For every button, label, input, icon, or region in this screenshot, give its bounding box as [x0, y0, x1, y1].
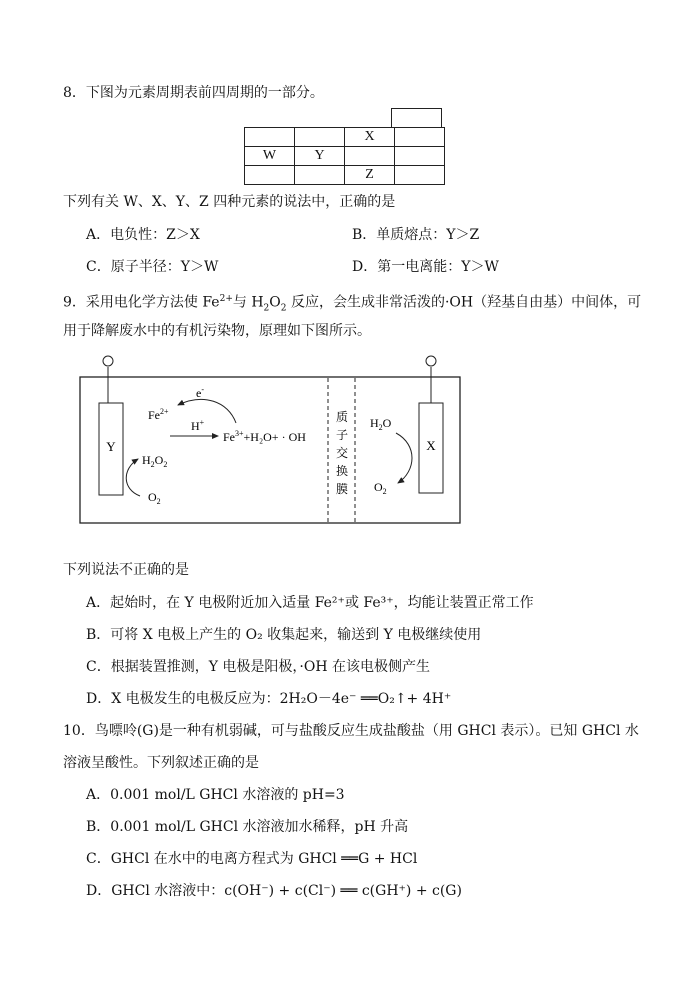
pt-cell — [395, 128, 445, 147]
o2-right-label: $O_2$ — [374, 480, 387, 496]
q10-option-d: D．GHCl 水溶液中：c(OH⁻) + c(Cl⁻) ══ c(GH⁺) + c(G) — [86, 883, 462, 899]
membrane-char: 交 — [335, 446, 349, 460]
pt-cell — [395, 147, 445, 166]
o2-left-label: $O_2$ — [148, 490, 161, 506]
q9-stem-part: 与 H — [232, 294, 264, 311]
q9-option-c: C．根据装置推测，Y 电极是阳极，·OH 在该电极侧产生 — [86, 659, 430, 675]
electrode-y-label: Y — [106, 439, 116, 454]
o2-to-h2o2-arrow — [126, 459, 140, 496]
q9-question: 下列说法不正确的是 — [63, 562, 189, 578]
q10-option-b: B．0.001 mol/L GHCl 水溶液加水稀释，pH 升高 — [86, 819, 409, 835]
periodic-table-top-cell — [391, 108, 442, 127]
pt-cell — [395, 166, 445, 185]
electrode-x-label: X — [426, 438, 436, 453]
electrolysis-diagram — [78, 353, 464, 529]
q9-stem-line2: 用于降解废水中的有机污染物，原理如下图所示。 — [63, 323, 371, 339]
left-terminal-icon — [103, 356, 113, 366]
pt-cell-x: X — [345, 128, 395, 147]
membrane-label — [336, 409, 348, 496]
cell-outline — [80, 377, 460, 523]
fe2-label: $Fe^{2+}$ — [148, 407, 169, 422]
membrane-char: 子 — [335, 428, 349, 442]
membrane-char: 膜 — [335, 482, 349, 496]
membrane-char: 换 — [335, 464, 349, 478]
q9-option-b: B．可将 X 电极上产生的 O₂ 收集起来，输送到 Y 电极继续使用 — [86, 627, 482, 643]
h2o-to-o2-arrow — [396, 433, 412, 483]
right-terminal-icon — [426, 356, 436, 366]
h2o-right-label: $H_2O$ — [370, 416, 392, 432]
q8-question: 下列有关 W、X、Y、Z 四种元素的说法中，正确的是 — [63, 194, 396, 210]
q8-option-d: D．第一电离能：Y＞W — [352, 259, 499, 275]
membrane-char: 质 — [335, 410, 349, 424]
q9-stem-line1: 9．采用电化学方法使 $Fe^{2+}$与 $H_2O_2$ 反应，会生成非常活泼的·OH（羟基自由基）中间体，可 — [63, 294, 642, 314]
pt-cell-w: W — [245, 147, 295, 166]
q10-stem-line2: 溶液呈酸性。下列叙述正确的是 — [63, 755, 259, 771]
q10-option-a: A．0.001 mol/L GHCl 水溶液的 pH=3 — [86, 787, 345, 803]
q8-option-b: B．单质熔点：Y＞Z — [352, 227, 480, 243]
q9-option-a: A．起始时，在 Y 电极附近加入适量 Fe²⁺或 Fe³⁺，均能让装置正常工作 — [86, 595, 534, 611]
pt-cell — [345, 147, 395, 166]
electron-arrow — [178, 399, 236, 423]
q9-option-d: D．X 电极发生的电极反应为：2H₂O－4e⁻ ══O₂↑+ 4H⁺ — [86, 691, 452, 707]
q10-stem-line1: 10．鸟嘌呤(G)是一种有机弱碱，可与盐酸反应生成盐酸盐（用 GHCl 表示）。已知 GHCl 水 — [63, 723, 639, 739]
q9-stem-part: 9．采用电化学方法使 Fe — [63, 294, 220, 311]
q9-stem-part: O — [269, 294, 281, 311]
h-plus-label: H+ — [191, 418, 205, 433]
pt-cell — [245, 128, 295, 147]
pt-cell-z: Z — [345, 166, 395, 185]
q10-option-c: C．GHCl 在水中的电离方程式为 GHCl ══G + HCl — [86, 851, 418, 867]
q8-stem: 8．下图为元素周期表前四周期的一部分。 — [63, 85, 324, 101]
q8-option-a: A．电负性：Z＞X — [86, 227, 200, 243]
electron-label: e- — [196, 385, 204, 400]
pt-cell — [295, 128, 345, 147]
products-label: $Fe^{3+}+H_2O+$ · OH — [223, 429, 306, 444]
pt-cell — [245, 166, 295, 185]
h2o2-label: $H_2O_2$ — [142, 453, 168, 469]
pt-cell — [295, 166, 345, 185]
pt-cell-y: Y — [295, 147, 345, 166]
q9-stem-part: 反应，会生成非常活泼的·OH（羟基自由基）中间体，可 — [286, 294, 642, 311]
periodic-table-fragment — [244, 127, 445, 185]
q8-option-c: C．原子半径：Y＞W — [86, 259, 219, 275]
